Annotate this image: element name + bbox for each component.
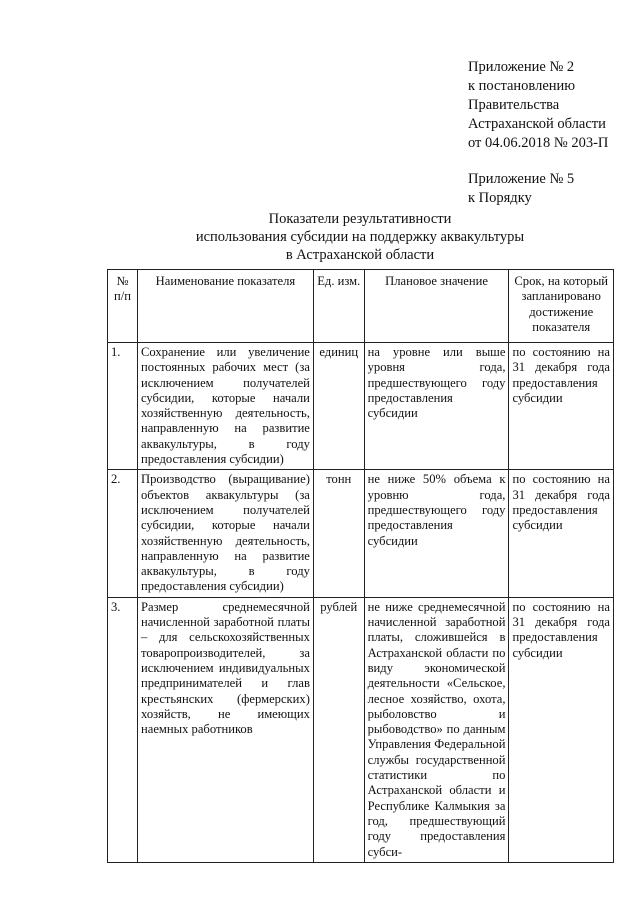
- header-unit: Ед. изм.: [313, 270, 364, 343]
- title-line: Показатели результативности: [268, 211, 452, 227]
- spacer: [468, 153, 638, 170]
- cell-unit: рублей: [313, 597, 364, 862]
- cell-num: 1.: [108, 343, 138, 470]
- appendix-block: [468, 58, 638, 208]
- table-row: [108, 470, 614, 597]
- cell-term: по состоянию на 31 декабря года предоставления субсидии: [509, 343, 614, 470]
- cell-term: по состоянию на 31 декабря года предоставления субсидии: [509, 597, 614, 862]
- cell-unit: тонн: [313, 470, 364, 597]
- appendix-line: к постановлению: [468, 78, 576, 94]
- table-row: [108, 343, 614, 470]
- cell-term: по состоянию на 31 декабря года предоставления субсидии: [509, 470, 614, 597]
- cell-name: Производство (выращивание) объектов аквакультуры (за исключением получателей субсидии, которые начали хозяйственную деятельность, направленную на развитие аквакультуры, в году предоставления субсидии): [138, 470, 314, 597]
- cell-plan: не ниже 50% объема к уровню года, предшествующего году предоставления субсидии: [364, 470, 509, 597]
- header-num: № п/п: [108, 270, 138, 343]
- cell-plan: на уровне или выше уровня года, предшествующего году предоставления субсидии: [364, 343, 509, 470]
- appendix-line: Астраханской области: [468, 116, 606, 132]
- document-title: [150, 210, 570, 264]
- cell-num: 2.: [108, 470, 138, 597]
- header-name: Наименование показателя: [138, 270, 314, 343]
- cell-num: 3.: [108, 597, 138, 862]
- header-plan: Плановое значение: [364, 270, 509, 343]
- cell-unit: единиц: [313, 343, 364, 470]
- indicators-table: [107, 269, 614, 863]
- appendix-line: Приложение № 2: [468, 59, 575, 75]
- appendix-line: к Порядку: [468, 190, 532, 206]
- table-row: [108, 597, 614, 862]
- table-header-row: [108, 270, 614, 343]
- title-line: в Астраханской области: [285, 247, 435, 263]
- cell-name: Размер среднемесячной начисленной заработной платы – для сельскохозяйственных товаропроизводителей, за исключением индивидуальных предпринимателей и глав крестьянских (фермерских) хозяйств, не имеющих наемных работников: [138, 597, 314, 862]
- cell-name: Сохранение или увеличение постоянных рабочих мест (за исключением получателей субсидии, которые начали хозяйственную деятельность, направленную на развитие аквакультуры, в году предоставления субсидии): [138, 343, 314, 470]
- appendix-line: Правительства: [468, 97, 560, 113]
- cell-plan: не ниже среднемесячной начисленной заработной платы, сложившейся в Астраханской области по виду экономической деятельности «Сельское, лесное хозяйство, охота, рыболовство и рыбоводство» по данным Управления Федеральной службы государственной статистики по Астраханской области и Республике Калмыкия за год, предшествующий году предоставления субси-: [364, 597, 509, 862]
- appendix-date-line: от 04.06.2018 № 203-П: [468, 135, 609, 151]
- header-term: Срок, на который запланировано достижение показателя: [509, 270, 614, 343]
- title-line: использования субсидии на поддержку аквакультуры: [195, 229, 525, 245]
- appendix-line: Приложение № 5: [468, 171, 575, 187]
